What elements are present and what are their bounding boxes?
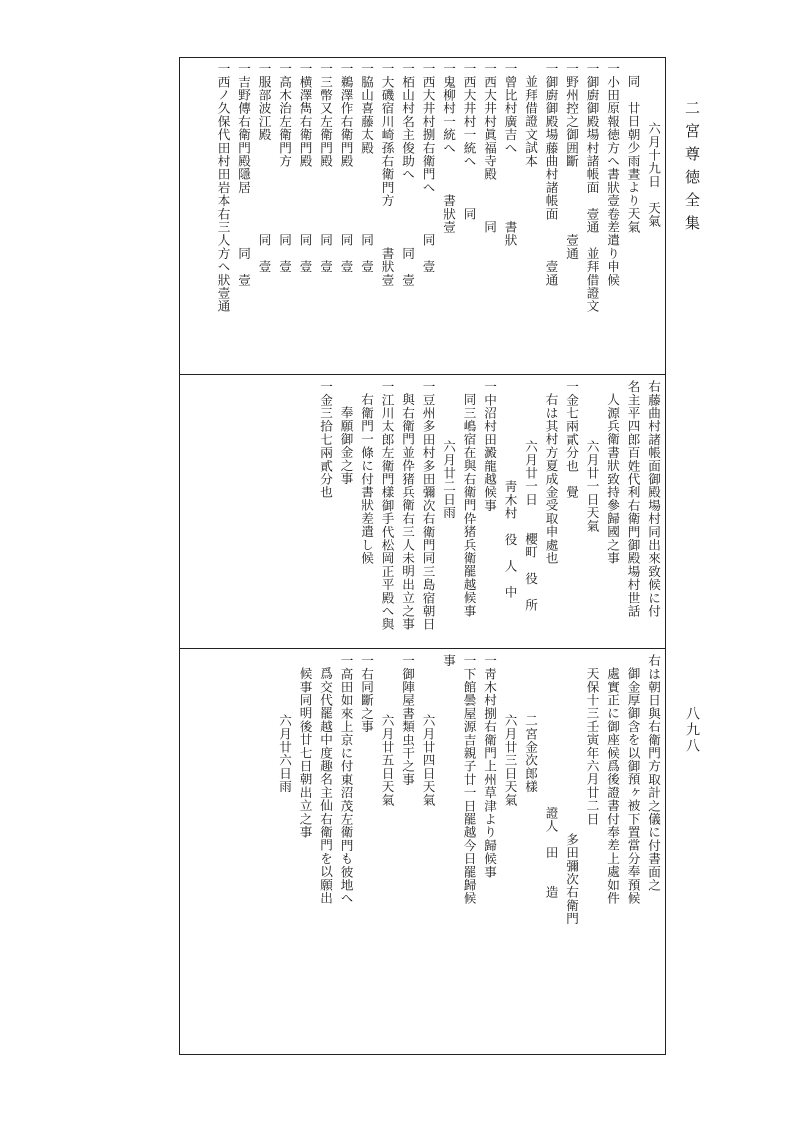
text-line: 一西ノ久保代田村田岩本右三人方へ狀壹通 [215,62,231,313]
text-line: 證人 田 造 [543,714,559,899]
text-line: 一横澤雋右衛門殿 同 壹 [297,62,313,274]
text-line: 一西大井村一統へ 同 [461,62,477,221]
text-line: 六月廿一日天氣 [584,440,600,533]
text-line: 一豆州多田村多田彌次右衛門同三島宿朝日 [420,380,436,631]
text-line: 六月廿四日天氣 [420,714,436,807]
text-line: 一御廚御殿場藤曲村諸帳面 壹通 [543,62,559,287]
text-line: 右衛門一條に付書狀差遣し候 [359,393,374,565]
text-line: 一鵜澤作右衛門殿 同 壹 [338,62,354,274]
text-line: 一曾比村廣吉へ 書狀 [502,62,518,247]
text-line: 一小田原報徳方へ書狀壹卷差遣り申候 [605,62,620,287]
text-line: 六月十九日 天氣 [646,122,661,228]
text-line: 一江川太郎左衛門樣御手代松岡正平殿へ與 [379,380,395,631]
text-line: 六月廿一日 櫻町 役 所 [523,440,538,612]
text-line: 一中沼村田澱龍越候事 [482,380,497,512]
text-line: 六月廿三日天氣 [502,714,518,807]
text-line: 名主平四郎百姓代利右衛門御殿場村世話 [625,380,641,618]
text-line: 並拜借證文試本 [523,75,538,168]
text-line: 一高田如來上京に付東沼茂左衛門も彼地へ [338,654,354,905]
text-line: 事 [441,654,456,668]
text-line: 右は其村方夏成金受取申處也 [543,393,559,565]
text-line: 右は朝日與右衛門方取計之儀に付書面之 [646,654,661,892]
text-line: 一高木治左衛門方 同 壹 [277,62,292,274]
text-line: 一御廚御殿場村諸帳面 壹通 並拜借證文 [584,62,600,313]
text-line: 一大磯宿川崎孫右衛門方 書狀壹 [379,62,395,287]
text-line: 六月廿二日雨 [441,440,456,520]
text-line: 一御陣屋書類虫干之事 [400,654,415,786]
text-line: 一下館曇屋源吉親子廿一日罷越今日罷歸候 [461,654,477,905]
text-line: 一鬼柳村一統へ 書狀壹 [441,62,456,234]
running-header-title: 二宮尊徳全集 [683,100,701,238]
text-line: 一西大井村捌右衛門へ 同 壹 [420,62,436,274]
text-line: 一靑木村捌右衛門上州草津より歸候事 [482,654,497,879]
text-line: 一脇山喜藤太殿 同 壹 [359,62,374,274]
text-line: 與右衛門並伜猪兵衛右三人未明出立之事 [400,393,415,631]
band-divider [180,648,665,649]
text-line: 六月廿六日雨 [277,714,292,794]
text-line: 一吉野傳右衛門殿隱居 同 壹 [236,62,251,287]
text-line: 候事同明後廿七日朝出立之事 [297,667,313,839]
text-line: 處實正に御座候爲後證書付奉差上處如件 [605,667,620,905]
text-line: 一金三拾七兩貳分也 [318,380,333,499]
text-line: 一三幣又左衛門殿 同 壹 [318,62,333,274]
text-line: 奉願御金之事 [338,406,354,486]
text-line: 人源兵衛書狀致持參歸國之事 [605,393,620,565]
text-band-middle [180,380,665,642]
text-line: 爲交代罷越中度趣名主仙右衛門を以願出 [318,667,333,905]
text-line: 一栢山村名主俊助へ 同 壹 [400,62,415,287]
text-line: 一服部波江殿 同 壹 [256,62,272,274]
page-number: 八九八 [684,706,700,754]
text-line: 天保十三壬寅年六月廿二日 [584,667,600,826]
text-band-bottom [180,654,665,1050]
text-line: 同三嶋宿在與右衛門伜猪兵衛罷越候事 [461,393,477,618]
text-frame [179,57,666,1055]
text-line: 二宮金次郎樣 [523,714,538,794]
text-line: 六月廿五日天氣 [379,714,395,807]
text-line: 右藤曲村諸帳面御殿場村同出來致候に付 [646,380,661,618]
band-divider [180,374,665,375]
text-band-top [180,62,665,370]
text-line: 同 廿日朝少雨晝より天氣 [625,75,641,234]
text-line: 靑木村 役 人 中 [502,480,518,599]
text-line: 御金厚御含を以御預ヶ被下置當分奉預候 [625,667,641,905]
text-line: 一野州控之御囲斷 壹通 [564,62,579,260]
text-line: 多田彌次右衛門 [564,714,579,926]
text-line: 一金七兩貳分也 覺 [564,380,579,499]
text-line: 一西大井村眞福寺殿 同 [482,62,497,234]
text-line: 一右同斷之事 [359,654,374,734]
